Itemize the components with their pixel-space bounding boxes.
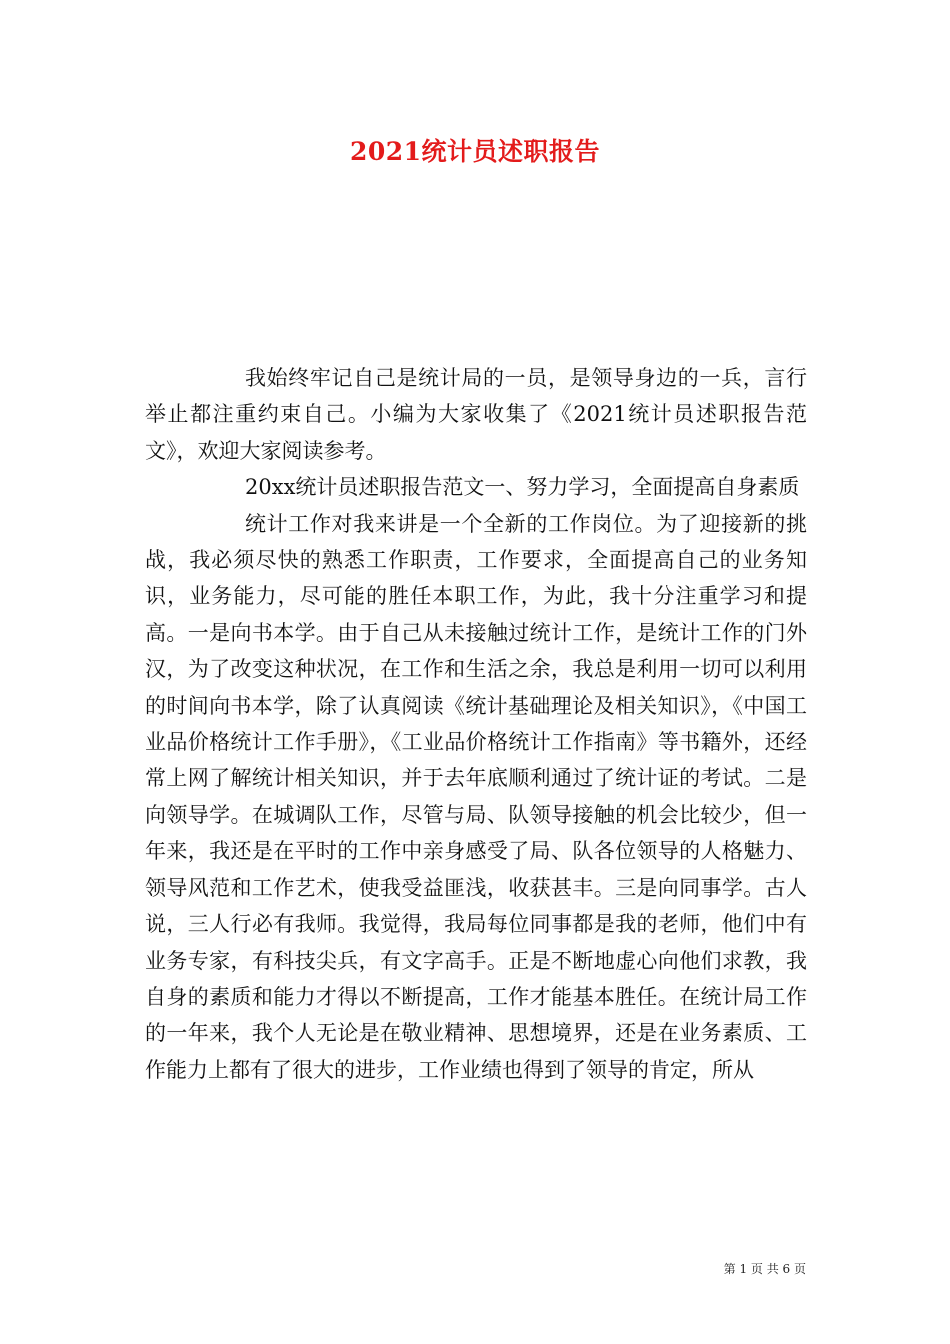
section-heading-paragraph: 20xx统计员述职报告范文一、努力学习，全面提高自身素质 — [245, 475, 800, 500]
body-paragraph: 统计工作对我来讲是一个全新的工作岗位。为了迎接新的挑战，我必须尽快的熟悉工作职责，工作要求，全面提高自己的业务知识，业务能力，尽可能的胜任本职工作，为此，我十分注重学习和提高。一是向书本学。由于自己从未接触过统计工作，是统计工作的门外汉，为了改变这种状况，在工作和生活之余，我总是利用一切可以利用的时间向书本学，除了认真阅读《统计基础理论及相关知识》，《中国工业品价格统计工作手册》，《工业品价格统计工作指南》等书籍外，还经常上网了解统计相关知识，并于去年底顺利通过了统计证的考试。二是向领导学。在城调队工作，尽管与局、队领导接触的机会比较少，但一年来，我还是在平时的工作中亲身感受了局、队各位领导的人格魅力、领导风范和工作艺术，使我受益匪浅，收获甚丰。三是向同事学。古人说，三人行必有我师。我觉得，我局每位同事都是我的老师，他们中有业务专家，有科技尖兵，有文字高手。正是不断地虚心向他们求教，我自身的素质和能力才得以不断提高，工作才能基本胜任。在统计局工作的一年来，我个人无论是在敬业精神、思想境界，还是在业务素质、工作能力上都有了很大的进步，工作业绩也得到了领导的肯定，所从 — [145, 511, 807, 1082]
document-body — [145, 360, 807, 1088]
page-footer: 第 1 页 共 6 页 — [723, 1262, 806, 1276]
document-title: 2021统计员述职报告 — [349, 137, 601, 166]
intro-paragraph: 我始终牢记自己是统计局的一员，是领导身边的一兵，言行举止都注重约束自己。小编为大家收集了《2021统计员述职报告范文》，欢迎大家阅读参考。 — [145, 366, 807, 463]
